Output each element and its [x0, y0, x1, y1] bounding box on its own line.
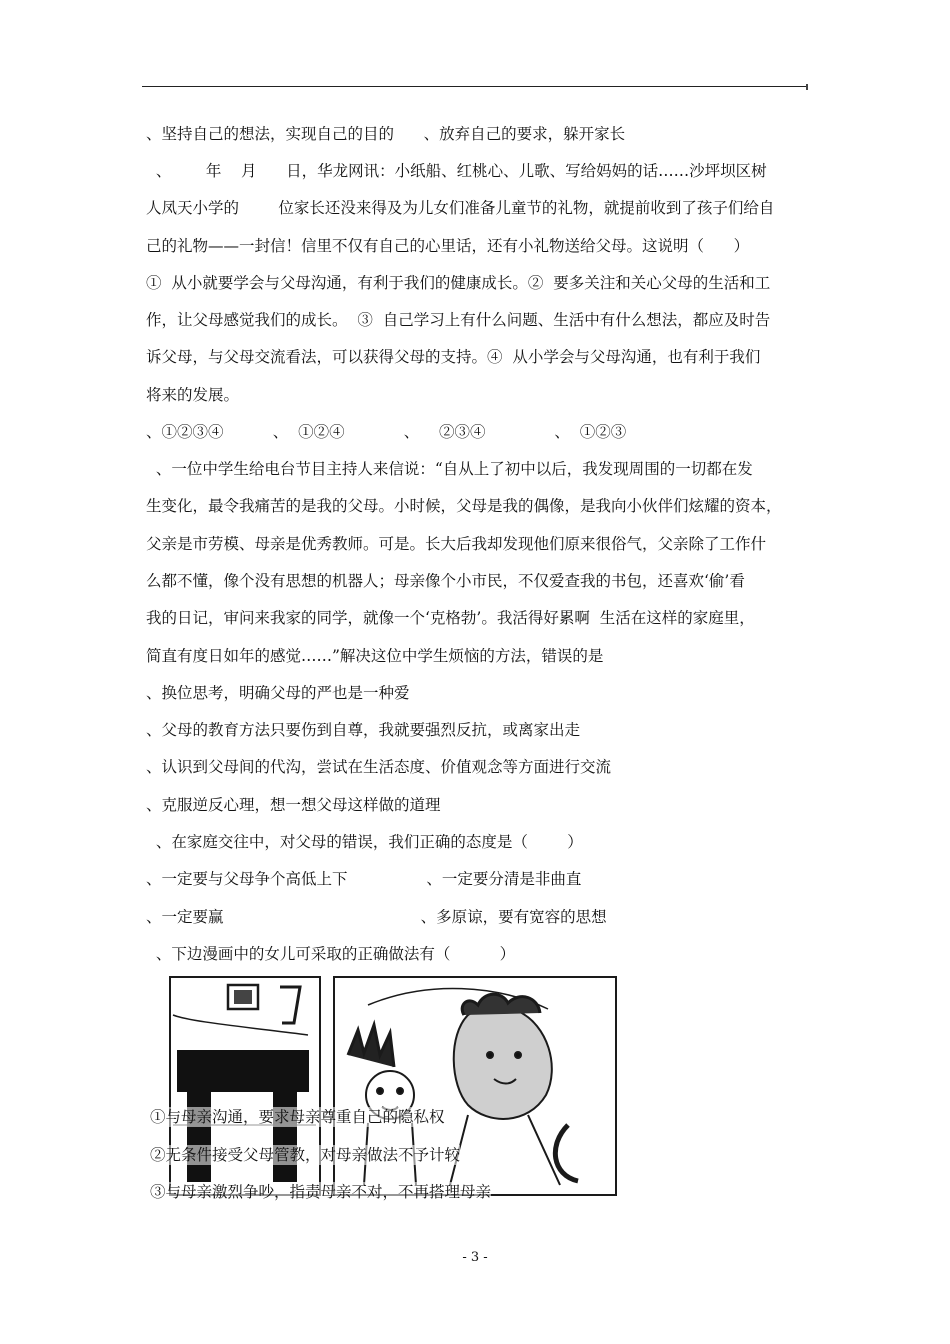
text-line: 、克服逆反心理，想一想父母这样做的道理: [146, 796, 441, 814]
text-line: 、下边漫画中的女儿可采取的正确做法有（ ）: [146, 945, 516, 963]
text-line: 父亲是市劳模、母亲是优秀教师。可是。长大后我却发现他们原来很俗气，父亲除了工作什: [146, 535, 767, 553]
text-line: 、坚持自己的想法，实现自己的目的 、放弃自己的要求，躲开家长: [146, 125, 626, 143]
text-line: 生变化，最令我痛苦的是我的父母。小时候，父母是我的偶像，是我向小伙伴们炫耀的资本，: [146, 497, 782, 515]
text-line: 人凤天小学的 位家长还没来得及为儿女们准备儿童节的礼物，就提前收到了孩子们给自: [146, 199, 775, 217]
text-line: 我的日记，审问来我家的同学，就像一个‘克格勃’。我活得好累啊 生活在这样的家庭里，: [146, 609, 755, 627]
text-line: 将来的发展。: [146, 386, 240, 404]
text-line: 、在家庭交往中，对父母的错误，我们正确的态度是（ ）: [146, 833, 583, 851]
text-line: ① 从小就要学会与父母沟通，有利于我们的健康成长。② 要多关注和关心父母的生活和工: [146, 274, 771, 292]
cartoon-option-2: ②无条件接受父母管教，对母亲做法不予计较: [150, 1146, 461, 1164]
text-line: 么都不懂，像个没有思想的机器人；母亲像个小市民，不仅爱查我的书包，还喜欢‘偷’看: [146, 572, 745, 590]
text-line: 、认识到父母间的代沟，尝试在生活态度、价值观念等方面进行交流: [146, 758, 612, 776]
text-line: 、父母的教育方法只要伤到自尊，我就要强烈反抗，或离家出走: [146, 721, 581, 739]
text-line: 、①②③④ 、 ①②④ 、 ②③④ 、 ①②③: [146, 423, 627, 441]
text-line: 、一定要与父母争个高低上下 、一定要分清是非曲直: [146, 870, 582, 888]
text-line: 诉父母，与父母交流看法，可以获得父母的支持。④ 从小学会与父母沟通，也有利于我们: [146, 348, 761, 366]
cartoon-option-3: ③与母亲激烈争吵，指责母亲不对，不再搭理母亲: [150, 1183, 492, 1201]
text-line: 、换位思考，明确父母的严也是一种爱: [146, 684, 410, 702]
text-line: 简直有度日如年的感觉……”解决这位中学生烦恼的方法，错误的是: [146, 647, 604, 665]
text-line: 作，让父母感觉我们的成长。 ③ 自己学习上有什么问题、生活中有什么想法，都应及时告: [146, 311, 771, 329]
text-line: 己的礼物——一封信！信里不仅有自己的心里话，还有小礼物送给父母。这说明（ ）: [146, 237, 750, 255]
cartoon-option-1: ①与母亲沟通，要求母亲尊重自己的隐私权: [150, 1108, 445, 1126]
header-rule: [142, 86, 808, 87]
text-line: 、一位中学生给电台节目主持人来信说：“自从上了初中以后，我发现周围的一切都在发: [146, 460, 753, 478]
text-line: 、 年 月 日，华龙网讯：小纸船、红桃心、儿歌、写给妈妈的话……沙坪坝区树: [146, 162, 767, 180]
text-line: 、一定要赢 、多原谅，要有宽容的思想: [146, 908, 607, 926]
page-number: - 3 -: [462, 1250, 488, 1265]
header-rule-mark: [806, 84, 808, 90]
